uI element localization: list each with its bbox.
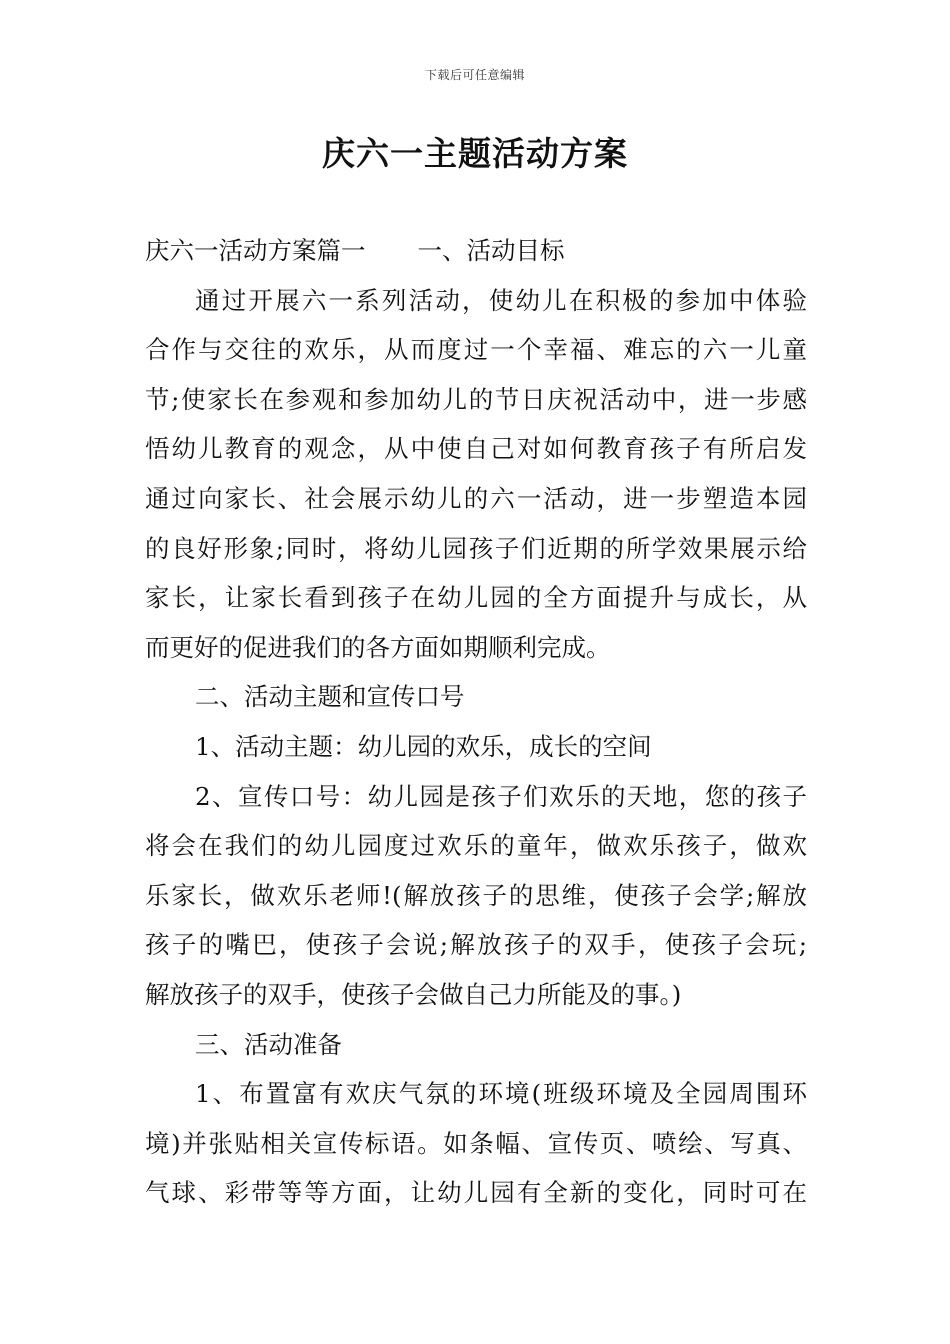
text-line: 三、活动准备 — [195, 1029, 342, 1059]
text-line: 解放孩子的双手，使孩子会做自己力所能及的事。) — [145, 979, 682, 1009]
header-note: 下载后可任意编辑 — [424, 68, 525, 82]
text-line: 将会在我们的幼儿园度过欢乐的童年，做欢乐孩子，做欢 — [145, 831, 807, 861]
document-title: 庆六一主题活动方案 — [322, 134, 628, 173]
section-heading: 一、活动目标 — [417, 236, 565, 265]
text-line: 二、活动主题和宣传口号 — [195, 682, 465, 712]
text-line: 合作与交往的欢乐，从而度过一个幸福、难忘的六一儿童 — [145, 335, 807, 365]
text-line: 乐家长，做欢乐老师!(解放孩子的思维，使孩子会学;解放 — [145, 880, 807, 910]
text-line: 通过向家长、社会展示幼儿的六一活动，进一步塑造本园 — [145, 483, 807, 513]
section-heading-line — [145, 226, 807, 276]
text-line: 气球、彩带等等方面，让幼儿园有全新的变化，同时可在 — [145, 1178, 807, 1208]
text-line: 悟幼儿教育的观念，从中使自己对如何教育孩子有所启发 — [145, 434, 807, 464]
text-line: 家长，让家长看到孩子在幼儿园的全方面提升与成长，从 — [145, 583, 807, 613]
text-line: 1、布置富有欢庆气氛的环境(班级环境及全园周围环 — [195, 1079, 807, 1109]
text-line: 境)并张贴相关宣传标语。如条幅、宣传页、喷绘、写真、 — [145, 1128, 807, 1158]
document-body — [145, 226, 807, 1218]
text-line: 1、活动主题：幼儿园的欢乐，成长的空间 — [195, 731, 652, 761]
text-line: 通过开展六一系列活动，使幼儿在积极的参加中体验 — [195, 285, 807, 315]
text-line: 节;使家长在参观和参加幼儿的节日庆祝活动中，进一步感 — [145, 384, 807, 414]
text-line: 的良好形象;同时，将幼儿园孩子们近期的所学效果展示给 — [145, 533, 807, 563]
text-line: 而更好的促进我们的各方面如期顺利完成。 — [145, 632, 611, 662]
text-line: 2、宣传口号：幼儿园是孩子们欢乐的天地，您的孩子 — [195, 781, 807, 811]
text-line: 孩子的嘴巴，使孩子会说;解放孩子的双手，使孩子会玩; — [145, 930, 807, 960]
article-label: 庆六一活动方案篇一 — [145, 236, 366, 265]
